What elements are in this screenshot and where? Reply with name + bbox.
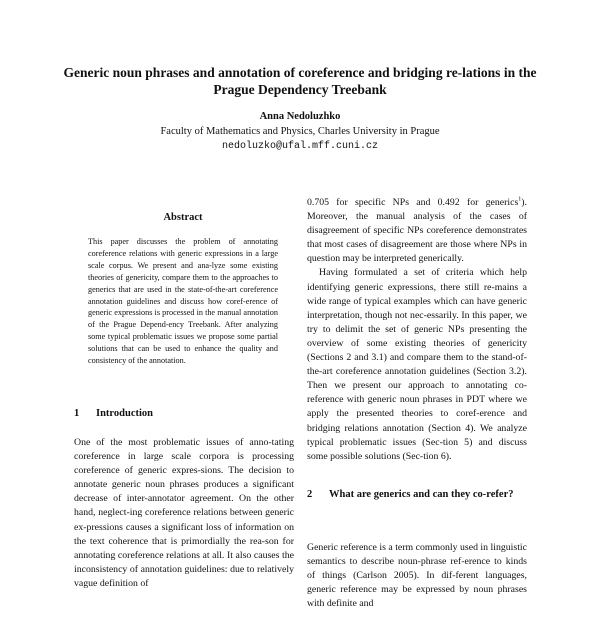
right-paragraph-2: Having formulated a set of criteria which help identifying generic expressions, there still re-mains a wide range of typical examples which can have generic interpretation, though not nec-essarily. In this paper, we try to delimit the set of generic NPs presenting the overview of some existing theories of genericity (Sections 2 and 3.1) and compare them to the stand-of-the-art coreference annotation guidelines (Section 3.2). Then we present our approach to annotating co-reference with generic noun phrases in PDT where we apply the presented theories to coref-erence and bridging relations annotation (Section 4). We analyze typical problematic issues (Sec-tion 5) and discuss some possible solutions (Sec-tion 6). (307, 267, 527, 462)
author-name: Anna Nedoluzhko (259, 111, 341, 122)
section-1-number: 1 (74, 408, 80, 419)
section-1-heading (74, 408, 153, 419)
abstract-body (88, 236, 278, 367)
right-column-body (307, 196, 527, 464)
section-1-title: Introduction (96, 408, 153, 419)
section-1-text: One of the most problematic issues of anno-tating coreference in large scale corpora is processing coreference of generic expres-sions. The decision to annotate generic noun phrases produces a significant decrease of inter-annotator agreement. On the other hand, neglect-ing coreference relations between generic ex-pressions causes a significant loss of information on the text coherence that is primordially the rea-son for annotating coreference relations at all. It also causes the inconsistency of annotation guidelines: due to relatively vague definition of (74, 437, 294, 589)
right-paragraph-1 (307, 196, 527, 266)
author-affiliation: Faculty of Mathematics and Physics, Charles University in Prague (160, 126, 440, 137)
abstract-text: This paper discusses the problem of annotating coreference relations with generic expressions in a large scale corpus. We present and ana-lyze some existing theories of genericity, compare them to the approaches to generics that are used in the state-of-the-art coreference annotation guidelines and discuss how coref-erence of generic expressions is processed in the manual annotation of the Prague Depend-ency Treebank. After analyzing some typical problematic issues we propose some partial solutions that can be used to enhance the quality and consistency of the annotation. (88, 237, 278, 366)
footnote-marker: 1 (518, 196, 522, 203)
section-2-heading (307, 487, 527, 502)
author-email: nedoluzko@ufal.mff.cuni.cz (221, 141, 379, 152)
section-2-number: 2 (307, 489, 313, 500)
section-2-body (307, 531, 527, 621)
right-paragraph-1-start: 0.705 for specific NPs and 0.492 for generics (307, 197, 519, 208)
section-2-text: Generic reference is a term commonly used in linguistic semantics to describe noun-phrase ref-erence to kinds of things (Carlson 2005). In dif-ferent languages, generic reference may be expressed by noun phrases with definite and (307, 541, 527, 610)
abstract-heading: Abstract (163, 212, 203, 223)
right-paragraph-1-end: ). Moreover, the manual analysis of the cases of disagreement of specific NPs coreference demonstrates that most cases of disagreement are those where NPs in question may be interpreted generically. (307, 197, 527, 265)
section-2-title: What are generics and can they co-refer? (329, 489, 514, 500)
section-1-body (74, 436, 294, 591)
paper-title: Generic noun phrases and annotation of coreference and bridging re-lations in the Prague Dependency Treebank (63, 65, 537, 97)
